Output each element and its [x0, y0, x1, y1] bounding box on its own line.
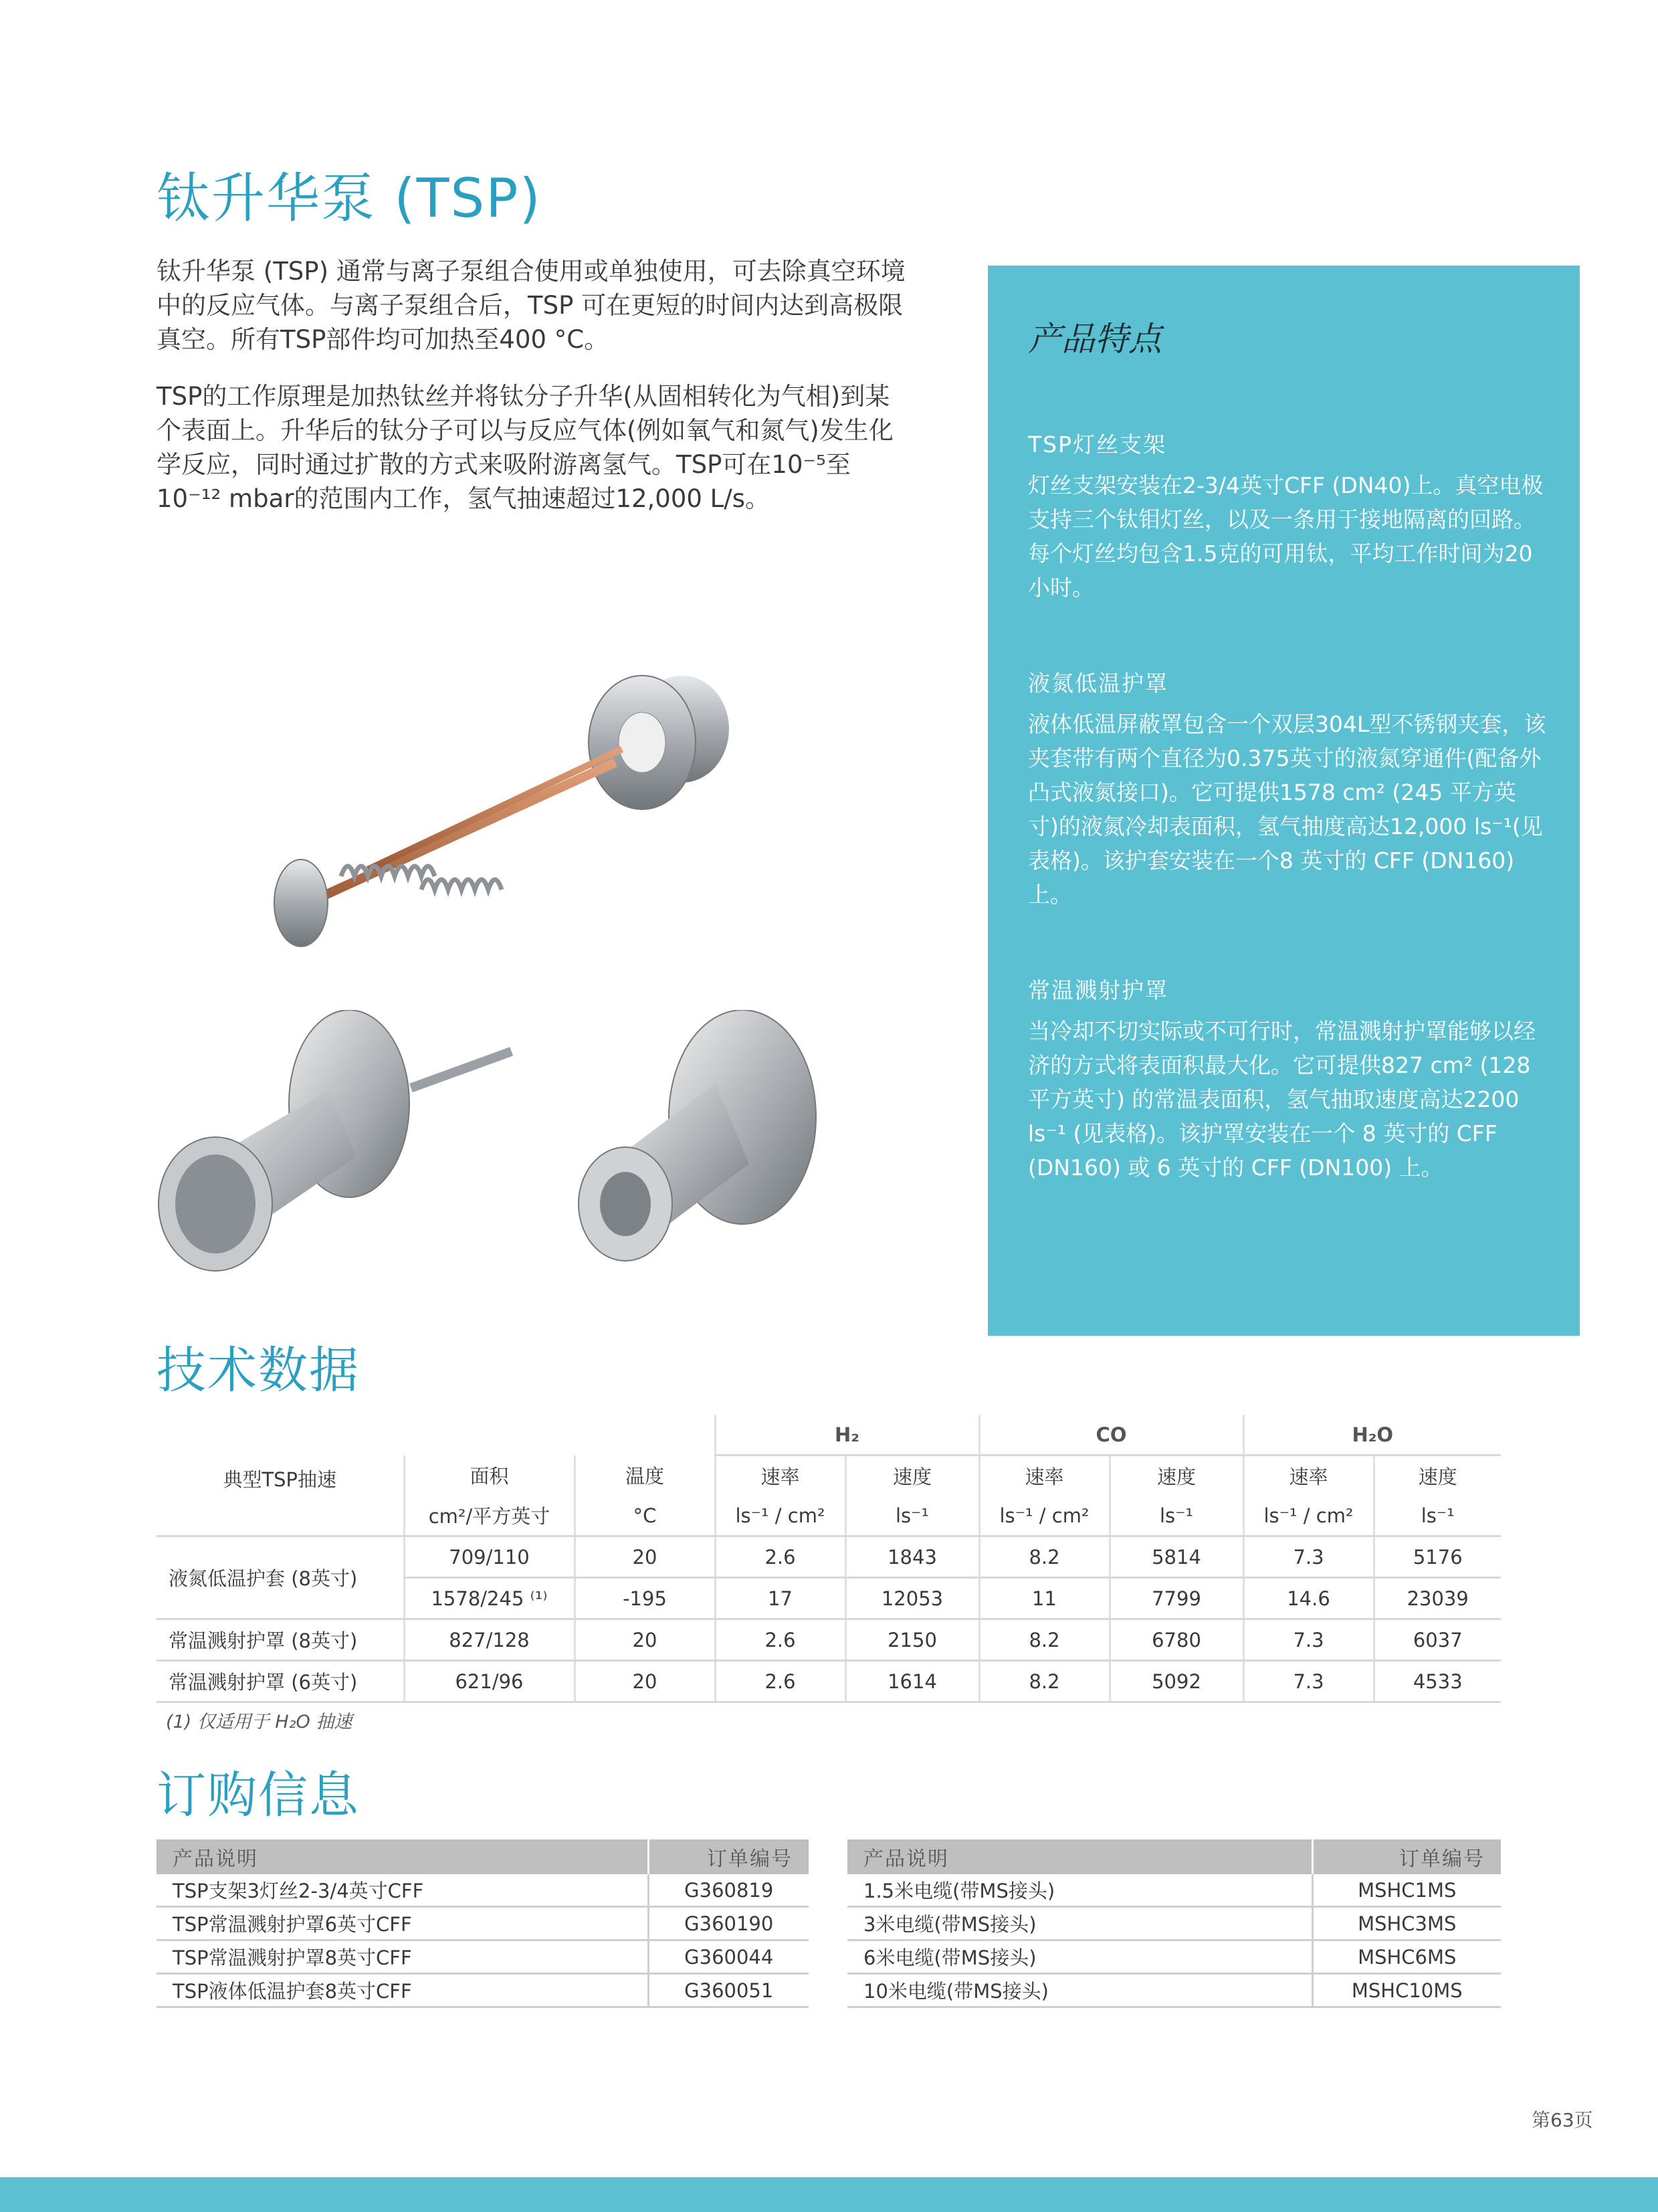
product-description: 3米电缆(带MS接头)	[847, 1907, 1312, 1940]
table-cell: 1578/245 ⁽¹⁾	[404, 1578, 575, 1619]
row-label: 常温溅射护罩 (6英寸)	[157, 1661, 404, 1702]
column-header: 速度	[845, 1455, 979, 1496]
order-code: MSHC3MS	[1312, 1907, 1501, 1940]
feature-sputter-shield	[1028, 973, 1546, 1185]
table-cell: 17	[715, 1578, 845, 1619]
table-row	[847, 1974, 1501, 2007]
order-header-row	[847, 1839, 1501, 1874]
unit-label: cm²/平方英寸	[404, 1496, 575, 1536]
feature-title: 液氮低温护罩	[1028, 670, 1168, 696]
feature-text: 灯丝支架安装在2-3/4英寸CFF (DN40)上。真空电极支持三个钛钼灯丝，以及一条用于接地隔离的回路。每个灯丝均包含1.5克的可用钛，平均工作时间为20小时。	[1028, 472, 1544, 601]
page-number: 第63页	[1532, 2109, 1593, 2131]
table-cell: 8.2	[979, 1661, 1110, 1702]
product-description: 10米电缆(带MS接头)	[847, 1974, 1312, 2007]
unit-label: ls⁻¹	[1110, 1496, 1243, 1536]
column-header: 订单编号	[1312, 1839, 1501, 1874]
table-row	[157, 1907, 809, 1940]
order-code: MSHC6MS	[1312, 1940, 1501, 1974]
table-cell: 621/96	[404, 1661, 575, 1702]
column-header: 面积	[404, 1455, 575, 1496]
table-cell: 14.6	[1243, 1578, 1374, 1619]
tech-heading: 技术数据	[157, 1342, 360, 1399]
row-label: 常温溅射护罩 (8英寸)	[157, 1619, 404, 1661]
filament-holder-image	[268, 669, 749, 977]
column-header: 典型TSP抽速	[157, 1455, 404, 1536]
column-header-row	[157, 1455, 1501, 1496]
table-cell: 7.3	[1243, 1536, 1374, 1578]
table-cell: 709/110	[404, 1536, 575, 1578]
column-header: 产品说明	[157, 1839, 648, 1874]
table-cell: 5176	[1374, 1536, 1501, 1578]
table-row	[847, 1907, 1501, 1940]
table-cell: 5092	[1110, 1661, 1243, 1702]
order-heading: 订购信息	[157, 1767, 360, 1824]
row-label: 液氮低温护套 (8英寸)	[157, 1536, 404, 1619]
feature-text: 当冷却不切实际或不可行时，常温溅射护罩能够以经济的方式将表面积最大化。它可提供827 cm² (128平方英寸) 的常温表面积，氢气抽取速度高达2200 ls⁻¹ (见表格)。该护罩安装在一个 8 英寸的 CFF (DN160) 或 6 英寸的 CFF (DN100) 上。	[1028, 1018, 1536, 1181]
product-description: TSP常温溅射护罩8英寸CFF	[157, 1940, 648, 1974]
table-cell: 7799	[1110, 1578, 1243, 1619]
features-panel	[988, 266, 1580, 1336]
column-header: 速度	[1374, 1455, 1501, 1496]
column-header: 速度	[1110, 1455, 1243, 1496]
footer-bar	[0, 2177, 1658, 2212]
table-cell: 827/128	[404, 1619, 575, 1661]
table-cell: 7.3	[1243, 1619, 1374, 1661]
order-code: G360051	[648, 1974, 809, 2007]
table-cell: 2.6	[715, 1619, 845, 1661]
gas-label: H₂O	[1243, 1415, 1501, 1455]
order-code: MSHC1MS	[1312, 1874, 1501, 1907]
table-cell: 8.2	[979, 1619, 1110, 1661]
feature-ln2-shroud	[1028, 666, 1546, 912]
column-header: 速率	[715, 1455, 845, 1496]
table-cell: -195	[575, 1578, 715, 1619]
order-code: MSHC10MS	[1312, 1974, 1501, 2007]
intro-text	[157, 254, 906, 538]
unit-label: ls⁻¹	[1374, 1496, 1501, 1536]
feature-text: 液体低温屏蔽罩包含一个双层304L型不锈钢夹套，该夹套带有两个直径为0.375英寸的液氮穿通件(配备外凸式液氮接口)。它可提供1578 cm² (245 平方英寸)的液氮冷却表面积，氢气抽度高达12,000 ls⁻¹(见表格)。该护套安装在一个8 英寸的 CFF (DN160) 上。	[1028, 711, 1546, 908]
feature-title: TSP灯丝支架	[1028, 431, 1167, 458]
table-cell: 1614	[845, 1661, 979, 1702]
unit-label: °C	[575, 1496, 715, 1536]
column-header: 订单编号	[648, 1839, 809, 1874]
table-footnote: (1) 仅适用于 H₂O 抽速	[166, 1712, 352, 1732]
table-cell: 2.6	[715, 1536, 845, 1578]
table-cell: 4533	[1374, 1661, 1501, 1702]
table-row	[157, 1619, 1501, 1661]
ln2-shroud-image	[568, 1010, 849, 1278]
table-cell: 2.6	[715, 1661, 845, 1702]
table-cell: 1843	[845, 1536, 979, 1578]
table-cell: 2150	[845, 1619, 979, 1661]
intro-paragraph-2: TSP的工作原理是加热钛丝并将钛分子升华(从固相转化为气相)到某个表面上。升华后的钛分子可以与反应气体(例如氧气和氮气)发生化学反应，同时通过扩散的方式来吸附游离氢气。TSP可在10⁻⁵至10⁻¹² mbar的范围内工作，氢气抽速超过12,000 L/s。	[157, 382, 894, 513]
table-cell: 20	[575, 1536, 715, 1578]
table-cell: 6037	[1374, 1619, 1501, 1661]
product-description: 6米电缆(带MS接头)	[847, 1940, 1312, 1974]
unit-label: ls⁻¹	[845, 1496, 979, 1536]
order-code: G360044	[648, 1940, 809, 1974]
table-row	[157, 1661, 1501, 1702]
table-cell: 20	[575, 1661, 715, 1702]
column-header: 温度	[575, 1455, 715, 1496]
gas-header-row	[157, 1415, 1501, 1455]
table-row	[847, 1940, 1501, 1974]
column-header: 速率	[1243, 1455, 1374, 1496]
column-header: 产品说明	[847, 1839, 1312, 1874]
feature-title: 常温溅射护罩	[1028, 977, 1168, 1003]
table-row	[157, 1874, 809, 1907]
tech-table	[157, 1415, 1501, 1703]
table-cell: 8.2	[979, 1536, 1110, 1578]
unit-label: ls⁻¹ / cm²	[1243, 1496, 1374, 1536]
product-description: TSP支架3灯丝2-3/4英寸CFF	[157, 1874, 648, 1907]
table-row	[157, 1974, 809, 2007]
order-code: G360819	[648, 1874, 809, 1907]
table-cell: 12053	[845, 1578, 979, 1619]
order-header-row	[157, 1839, 809, 1874]
table-cell: 23039	[1374, 1578, 1501, 1619]
table-cell: 11	[979, 1578, 1110, 1619]
feature-filament-holder	[1028, 427, 1546, 605]
page-title: 钛升华泵 (TSP)	[157, 167, 542, 229]
order-table-left	[157, 1839, 809, 2008]
product-description: TSP常温溅射护罩6英寸CFF	[157, 1907, 648, 1940]
unit-label: ls⁻¹ / cm²	[979, 1496, 1110, 1536]
product-description: 1.5米电缆(带MS接头)	[847, 1874, 1312, 1907]
unit-label: ls⁻¹ / cm²	[715, 1496, 845, 1536]
sputter-shield-image	[155, 1010, 530, 1278]
product-description: TSP液体低温护套8英寸CFF	[157, 1974, 648, 2007]
gas-label: CO	[979, 1415, 1243, 1455]
table-row	[157, 1536, 1501, 1578]
table-cell: 5814	[1110, 1536, 1243, 1578]
order-table-right	[847, 1839, 1501, 2008]
features-heading: 产品特点	[1028, 320, 1162, 359]
gas-label: H₂	[715, 1415, 979, 1455]
table-cell: 6780	[1110, 1619, 1243, 1661]
column-header: 速率	[979, 1455, 1110, 1496]
table-row	[847, 1874, 1501, 1907]
table-cell: 20	[575, 1619, 715, 1661]
table-row	[157, 1940, 809, 1974]
intro-paragraph-1: 钛升华泵 (TSP) 通常与离子泵组合使用或单独使用，可去除真空环境中的反应气体。与离子泵组合后，TSP 可在更短的时间内达到高极限真空。所有TSP部件均可加热至400 °C。	[157, 257, 906, 354]
table-cell: 7.3	[1243, 1661, 1374, 1702]
order-code: G360190	[648, 1907, 809, 1940]
